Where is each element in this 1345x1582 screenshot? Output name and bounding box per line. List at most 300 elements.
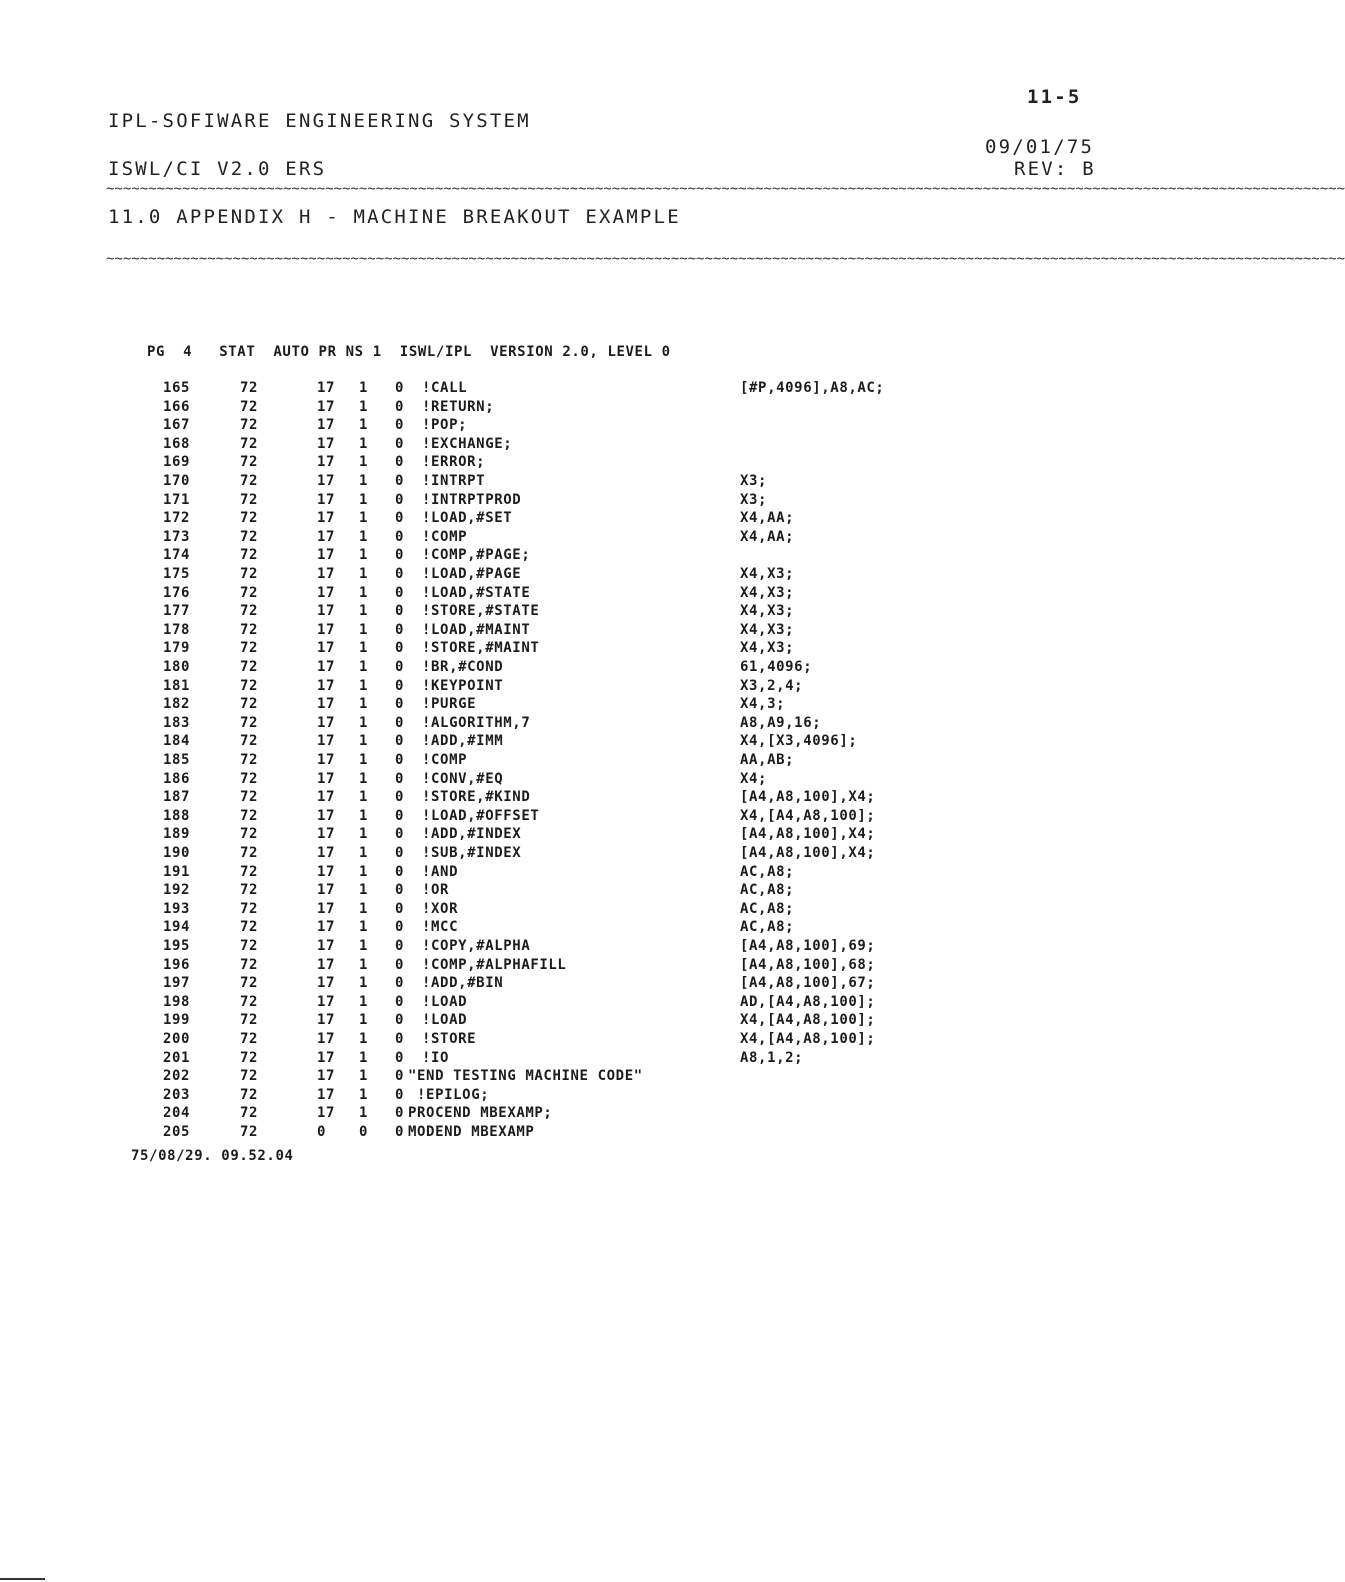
ns-cell: 0	[395, 956, 405, 973]
stat-cell: 72	[240, 547, 259, 564]
operand-cell: AA,AB;	[740, 752, 795, 768]
auto-cell: 17	[317, 919, 336, 936]
auto-cell: 17	[317, 1086, 336, 1103]
table-row	[0, 603, 1224, 621]
statement-cell: !COMP	[422, 752, 468, 768]
table-row	[0, 733, 1224, 751]
operand-cell: X4,X3;	[740, 584, 795, 601]
table-row	[0, 436, 1224, 454]
ns-cell: 0	[395, 714, 405, 731]
stat-cell: 72	[240, 863, 259, 880]
ns-cell: 0	[395, 1105, 405, 1122]
stat-cell: 72	[240, 733, 259, 750]
table-row	[0, 566, 1224, 584]
ns-cell: 0	[395, 882, 405, 899]
line-number: 194	[163, 919, 191, 936]
stat-cell: 72	[240, 677, 259, 694]
auto-cell: 17	[317, 900, 336, 917]
stat-cell: 72	[240, 603, 259, 620]
stat-cell: 72	[240, 789, 259, 806]
table-row	[0, 864, 1224, 882]
statement-cell: !COMP,#ALPHAFILL	[422, 956, 567, 973]
pr-cell: 1	[359, 566, 369, 582]
stat-cell: 72	[240, 1049, 259, 1066]
pr-cell: 1	[359, 1049, 369, 1066]
stat-cell: 72	[240, 938, 259, 954]
table-row	[0, 919, 1224, 937]
operand-cell: X4,3;	[740, 696, 786, 713]
table-row	[0, 845, 1224, 863]
ns-cell: 0	[395, 454, 405, 471]
table-row	[0, 1105, 1224, 1123]
ns-cell: 0	[395, 491, 405, 508]
line-number: 202	[163, 1068, 191, 1085]
stat-cell: 72	[240, 528, 259, 545]
auto-cell: 17	[317, 584, 336, 601]
table-row	[0, 1068, 1224, 1086]
pr-cell: 1	[359, 659, 369, 675]
table-row	[0, 529, 1224, 547]
operand-cell: [A4,A8,100],68;	[740, 956, 876, 973]
pr-cell: 1	[359, 714, 369, 731]
auto-cell: 17	[317, 566, 336, 582]
line-number: 197	[163, 975, 191, 992]
pr-cell: 1	[359, 845, 369, 861]
ns-cell: 0	[395, 752, 405, 768]
line-number: 167	[163, 417, 191, 434]
statement-cell: !POP;	[422, 417, 468, 434]
ns-cell: 0	[395, 807, 405, 824]
operand-cell: X4,X3;	[740, 603, 795, 620]
stat-cell: 72	[240, 435, 259, 452]
statement-cell: !IO	[422, 1049, 450, 1066]
table-row	[0, 1012, 1224, 1030]
statement-cell: !SUB,#INDEX	[422, 845, 522, 861]
ns-cell: 0	[395, 640, 405, 657]
line-number: 181	[163, 677, 191, 694]
ns-cell: 0	[395, 733, 405, 750]
statement-cell: MODEND MBEXAMP	[408, 1124, 535, 1140]
system-title: IPL-SOFIWARE ENGINEERING SYSTEM	[108, 110, 531, 132]
pr-cell: 1	[359, 621, 369, 638]
table-row	[0, 659, 1224, 677]
pr-cell: 1	[359, 584, 369, 601]
pr-cell: 1	[359, 1086, 369, 1103]
line-number: 183	[163, 714, 191, 731]
line-number: 184	[163, 733, 191, 750]
line-number: 201	[163, 1049, 191, 1066]
table-row	[0, 696, 1224, 714]
pr-cell: 1	[359, 938, 369, 954]
pr-cell: 1	[359, 677, 369, 694]
line-number: 178	[163, 621, 191, 638]
table-row	[0, 901, 1224, 919]
operand-cell: AC,A8;	[740, 863, 795, 880]
pr-cell: 1	[359, 380, 369, 396]
table-row	[0, 771, 1224, 789]
stat-cell: 72	[240, 1012, 259, 1029]
statement-cell: !STORE,#STATE	[422, 603, 540, 620]
auto-cell: 17	[317, 1068, 336, 1085]
stat-cell: 72	[240, 510, 259, 527]
operand-cell: AC,A8;	[740, 919, 795, 936]
line-number: 165	[163, 380, 191, 396]
table-row	[0, 380, 1224, 398]
line-number: 168	[163, 435, 191, 452]
table-row	[0, 640, 1224, 658]
table-row	[0, 938, 1224, 956]
stat-cell: 72	[240, 454, 259, 471]
pr-cell: 1	[359, 807, 369, 824]
table-row	[0, 789, 1224, 807]
ns-cell: 0	[395, 975, 405, 992]
table-row	[0, 1124, 1224, 1142]
pr-cell: 1	[359, 826, 369, 843]
ns-cell: 0	[395, 696, 405, 713]
table-row	[0, 678, 1224, 696]
auto-cell: 17	[317, 603, 336, 620]
operand-cell: [A4,A8,100],X4;	[740, 826, 876, 843]
stat-cell: 72	[240, 919, 259, 936]
statement-cell: !EXCHANGE;	[422, 435, 513, 452]
stat-cell: 72	[240, 1031, 259, 1047]
table-row	[0, 1087, 1224, 1105]
ns-cell: 0	[395, 1086, 405, 1103]
table-row	[0, 826, 1224, 844]
ns-cell: 0	[395, 938, 405, 954]
ns-cell: 0	[395, 547, 405, 564]
table-row	[0, 1031, 1224, 1049]
statement-cell: !LOAD,#MAINT	[422, 621, 531, 638]
statement-cell: !INTRPTPROD	[422, 491, 522, 508]
pr-cell: 1	[359, 1012, 369, 1029]
line-number: 173	[163, 528, 191, 545]
operand-cell: [A4,A8,100],X4;	[740, 789, 876, 806]
statement-cell: !PURGE	[422, 696, 477, 713]
statement-cell: !STORE,#KIND	[422, 789, 531, 806]
stat-cell: 72	[240, 975, 259, 992]
ns-cell: 0	[395, 380, 405, 396]
ns-cell: 0	[395, 1031, 405, 1047]
auto-cell: 17	[317, 938, 336, 954]
ns-cell: 0	[395, 1068, 405, 1085]
statement-cell: !LOAD,#STATE	[422, 584, 531, 601]
statement-cell: !CALL	[422, 380, 468, 396]
table-row	[0, 473, 1224, 491]
pr-cell: 1	[359, 956, 369, 973]
listing-timestamp: 75/08/29. 09.52.04	[131, 1148, 294, 1164]
auto-cell: 17	[317, 547, 336, 564]
pr-cell: 1	[359, 640, 369, 657]
table-row	[0, 622, 1224, 640]
line-number: 172	[163, 510, 191, 527]
stat-cell: 72	[240, 696, 259, 713]
statement-cell: !XOR	[422, 900, 459, 917]
auto-cell: 17	[317, 380, 336, 396]
ns-cell: 0	[395, 435, 405, 452]
line-number: 199	[163, 1012, 191, 1029]
pr-cell: 1	[359, 1105, 369, 1122]
line-number: 166	[163, 398, 191, 415]
section-title: 11.0 APPENDIX H - MACHINE BREAKOUT EXAMPLE	[108, 206, 681, 228]
statement-cell: !RETURN;	[422, 398, 495, 415]
stat-cell: 72	[240, 640, 259, 657]
table-row	[0, 752, 1224, 770]
pr-cell: 1	[359, 752, 369, 768]
table-row	[0, 808, 1224, 826]
auto-cell: 17	[317, 510, 336, 527]
pr-cell: 1	[359, 993, 369, 1010]
table-row	[0, 994, 1224, 1012]
pr-cell: 1	[359, 975, 369, 992]
line-number: 204	[163, 1105, 191, 1122]
pr-cell: 1	[359, 547, 369, 564]
ns-cell: 0	[395, 584, 405, 601]
operand-cell: AC,A8;	[740, 900, 795, 917]
pr-cell: 0	[359, 1124, 369, 1140]
statement-cell: !ALGORITHM,7	[422, 714, 531, 731]
operand-cell: [A4,A8,100],X4;	[740, 845, 876, 861]
table-row	[0, 399, 1224, 417]
operand-cell: X3,2,4;	[740, 677, 804, 694]
statement-cell: !AND	[422, 863, 459, 880]
stat-cell: 72	[240, 584, 259, 601]
table-row	[0, 454, 1224, 472]
line-number: 180	[163, 659, 191, 675]
ns-cell: 0	[395, 1012, 405, 1029]
statement-cell: !ADD,#INDEX	[422, 826, 522, 843]
pr-cell: 1	[359, 435, 369, 452]
stat-cell: 72	[240, 491, 259, 508]
statement-cell: !COMP,#PAGE;	[422, 547, 531, 564]
stat-cell: 72	[240, 752, 259, 768]
statement-cell: !LOAD,#SET	[422, 510, 513, 527]
operand-cell: X4,[A4,A8,100];	[740, 1031, 876, 1047]
stat-cell: 72	[240, 845, 259, 861]
revision: REV: B	[1014, 158, 1096, 180]
operand-cell: X3;	[740, 491, 768, 508]
operand-cell: X4,X3;	[740, 566, 795, 582]
table-row	[0, 492, 1224, 510]
ns-cell: 0	[395, 677, 405, 694]
line-number: 187	[163, 789, 191, 806]
listing-header: PG 4 STAT AUTO PR NS 1 ISWL/IPL VERSION 2.0, LEVEL 0	[147, 344, 671, 360]
stat-cell: 72	[240, 1105, 259, 1122]
stat-cell: 72	[240, 473, 259, 489]
statement-cell: !LOAD,#OFFSET	[422, 807, 540, 824]
operand-cell: X4,[A4,A8,100];	[740, 807, 876, 824]
pr-cell: 1	[359, 603, 369, 620]
auto-cell: 17	[317, 491, 336, 508]
ns-cell: 0	[395, 770, 405, 787]
statement-cell: !CONV,#EQ	[422, 770, 504, 787]
line-number: 192	[163, 882, 191, 899]
auto-cell: 0	[317, 1124, 327, 1140]
pr-cell: 1	[359, 900, 369, 917]
line-number: 171	[163, 491, 191, 508]
ns-cell: 0	[395, 900, 405, 917]
auto-cell: 17	[317, 975, 336, 992]
auto-cell: 17	[317, 1031, 336, 1047]
operand-cell: X4,[X3,4096];	[740, 733, 858, 750]
operand-cell: AC,A8;	[740, 882, 795, 899]
operand-cell: AD,[A4,A8,100];	[740, 993, 876, 1010]
operand-cell: X4,[A4,A8,100];	[740, 1012, 876, 1029]
operand-cell: X4,AA;	[740, 528, 795, 545]
operand-cell: A8,A9,16;	[740, 714, 822, 731]
stat-cell: 72	[240, 956, 259, 973]
auto-cell: 17	[317, 473, 336, 489]
statement-cell: !OR	[422, 882, 450, 899]
statement-cell: !ADD,#IMM	[422, 733, 504, 750]
auto-cell: 17	[317, 714, 336, 731]
ns-cell: 0	[395, 603, 405, 620]
auto-cell: 17	[317, 882, 336, 899]
stat-cell: 72	[240, 417, 259, 434]
auto-cell: 17	[317, 1105, 336, 1122]
auto-cell: 17	[317, 677, 336, 694]
line-number: 205	[163, 1124, 191, 1140]
stat-cell: 72	[240, 770, 259, 787]
auto-cell: 17	[317, 993, 336, 1010]
stat-cell: 72	[240, 380, 259, 396]
auto-cell: 17	[317, 1012, 336, 1029]
statement-cell: !INTRPT	[422, 473, 486, 489]
line-number: 203	[163, 1086, 191, 1103]
stat-cell: 72	[240, 621, 259, 638]
ns-cell: 0	[395, 528, 405, 545]
ns-cell: 0	[395, 566, 405, 582]
auto-cell: 17	[317, 789, 336, 806]
pr-cell: 1	[359, 863, 369, 880]
auto-cell: 17	[317, 696, 336, 713]
ns-cell: 0	[395, 826, 405, 843]
operand-cell: [A4,A8,100],69;	[740, 938, 876, 954]
stat-cell: 72	[240, 714, 259, 731]
ns-cell: 0	[395, 919, 405, 936]
ns-cell: 0	[395, 659, 405, 675]
auto-cell: 17	[317, 1049, 336, 1066]
auto-cell: 17	[317, 845, 336, 861]
statement-cell: !COPY,#ALPHA	[422, 938, 531, 954]
stat-cell: 72	[240, 398, 259, 415]
operand-cell: X4,X3;	[740, 640, 795, 657]
pr-cell: 1	[359, 528, 369, 545]
table-row	[0, 417, 1224, 435]
ns-cell: 0	[395, 621, 405, 638]
pr-cell: 1	[359, 919, 369, 936]
ns-cell: 0	[395, 993, 405, 1010]
statement-cell: !MCC	[422, 919, 459, 936]
stat-cell: 72	[240, 566, 259, 582]
statement-cell: !EPILOG;	[408, 1086, 490, 1103]
auto-cell: 17	[317, 807, 336, 824]
page-number: 11-5	[1027, 86, 1082, 108]
pr-cell: 1	[359, 454, 369, 471]
statement-cell: !ADD,#BIN	[422, 975, 504, 992]
pr-cell: 1	[359, 491, 369, 508]
pr-cell: 1	[359, 510, 369, 527]
statement-cell: PROCEND MBEXAMP;	[408, 1105, 553, 1122]
line-number: 170	[163, 473, 191, 489]
line-number: 189	[163, 826, 191, 843]
ns-cell: 0	[395, 845, 405, 861]
operand-cell: X3;	[740, 473, 768, 489]
operand-cell: X4,X3;	[740, 621, 795, 638]
line-number: 195	[163, 938, 191, 954]
auto-cell: 17	[317, 826, 336, 843]
line-number: 200	[163, 1031, 191, 1047]
statement-cell: !LOAD,#PAGE	[422, 566, 522, 582]
stat-cell: 72	[240, 1086, 259, 1103]
line-number: 188	[163, 807, 191, 824]
ns-cell: 0	[395, 1049, 405, 1066]
line-number: 179	[163, 640, 191, 657]
pr-cell: 1	[359, 398, 369, 415]
auto-cell: 17	[317, 659, 336, 675]
operand-cell: [A4,A8,100],67;	[740, 975, 876, 992]
corner-mark	[0, 1578, 45, 1580]
ns-cell: 0	[395, 789, 405, 806]
ns-cell: 0	[395, 398, 405, 415]
pr-cell: 1	[359, 473, 369, 489]
operand-cell: 61,4096;	[740, 659, 813, 675]
auto-cell: 17	[317, 640, 336, 657]
auto-cell: 17	[317, 770, 336, 787]
operand-cell: A8,1,2;	[740, 1049, 804, 1066]
statement-cell: !BR,#COND	[422, 659, 504, 675]
auto-cell: 17	[317, 733, 336, 750]
pr-cell: 1	[359, 882, 369, 899]
line-number: 196	[163, 956, 191, 973]
stat-cell: 72	[240, 659, 259, 675]
stat-cell: 72	[240, 993, 259, 1010]
stat-cell: 72	[240, 826, 259, 843]
table-row	[0, 715, 1224, 733]
table-row	[0, 975, 1224, 993]
stat-cell: 72	[240, 1068, 259, 1085]
line-number: 175	[163, 566, 191, 582]
statement-cell: "END TESTING MACHINE CODE"	[408, 1068, 643, 1085]
statement-cell: !LOAD	[422, 1012, 468, 1029]
pr-cell: 1	[359, 770, 369, 787]
statement-cell: !COMP	[422, 528, 468, 545]
line-number: 174	[163, 547, 191, 564]
pr-cell: 1	[359, 696, 369, 713]
auto-cell: 17	[317, 454, 336, 471]
pr-cell: 1	[359, 417, 369, 434]
ns-cell: 0	[395, 510, 405, 527]
line-number: 191	[163, 863, 191, 880]
auto-cell: 17	[317, 417, 336, 434]
operand-cell: X4;	[740, 770, 768, 787]
table-row	[0, 957, 1224, 975]
ns-cell: 0	[395, 1124, 405, 1140]
auto-cell: 17	[317, 528, 336, 545]
statement-cell: !KEYPOINT	[422, 677, 504, 694]
auto-cell: 17	[317, 621, 336, 638]
statement-cell: !ERROR;	[422, 454, 486, 471]
line-number: 198	[163, 993, 191, 1010]
auto-cell: 17	[317, 863, 336, 880]
line-number: 176	[163, 584, 191, 601]
line-number: 186	[163, 770, 191, 787]
pr-cell: 1	[359, 1068, 369, 1085]
statement-cell: !STORE	[422, 1031, 477, 1047]
document-id: ISWL/CI V2.0 ERS	[108, 158, 327, 180]
operand-cell: X4,AA;	[740, 510, 795, 527]
pr-cell: 1	[359, 1031, 369, 1047]
